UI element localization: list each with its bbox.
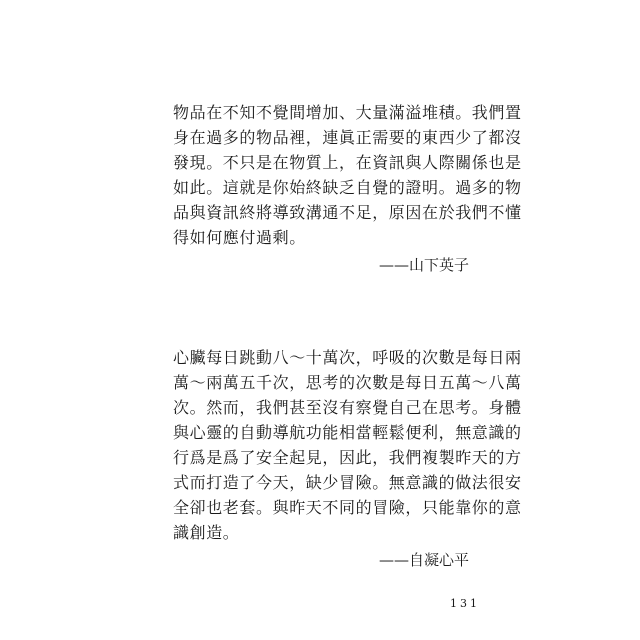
page-number: 131 <box>450 597 480 610</box>
quote-block <box>173 345 522 571</box>
quote-line: 心臟每日跳動八～十萬次，呼吸的次數是每日兩 <box>173 348 522 367</box>
quote-line: 識創造。 <box>173 523 240 542</box>
quote-line: 與心靈的自動導航功能相當輕鬆便利，無意識的 <box>173 423 522 442</box>
quote-line: 全卻也老套。與昨天不同的冒險，只能靠你的意 <box>173 498 522 517</box>
quote-line: 式而打造了今天，缺少冒險。無意識的做法很安 <box>173 473 522 492</box>
quote-line: 身在過多的物品裡，連眞正需要的東西少了都沒 <box>173 128 522 147</box>
quote-block <box>173 100 522 276</box>
quote-text <box>173 345 522 545</box>
quote-line: 如此。這就是你始終缺乏自覺的證明。過多的物 <box>173 178 522 197</box>
quote-line: 發現。不只是在物質上，在資訊與人際關係也是 <box>173 153 522 172</box>
quote-text <box>173 100 522 250</box>
quote-line: 品與資訊終將導致溝通不足，原因在於我們不懂 <box>173 203 522 222</box>
quote-line: 行爲是爲了安全起見，因此，我們複製昨天的方 <box>173 448 522 467</box>
quote-line: 萬～兩萬五千次，思考的次數是每日五萬～八萬 <box>173 373 522 392</box>
quote-line: 物品在不知不覺間增加、大量滿溢堆積。我們置 <box>173 103 522 122</box>
quote-attribution: ——自凝心平 <box>378 551 469 569</box>
quote-line: 得如何應付過剩。 <box>173 228 306 247</box>
quote-line: 次。然而，我們甚至沒有察覺自己在思考。身體 <box>173 398 522 417</box>
quote-attribution: ——山下英子 <box>378 256 469 274</box>
